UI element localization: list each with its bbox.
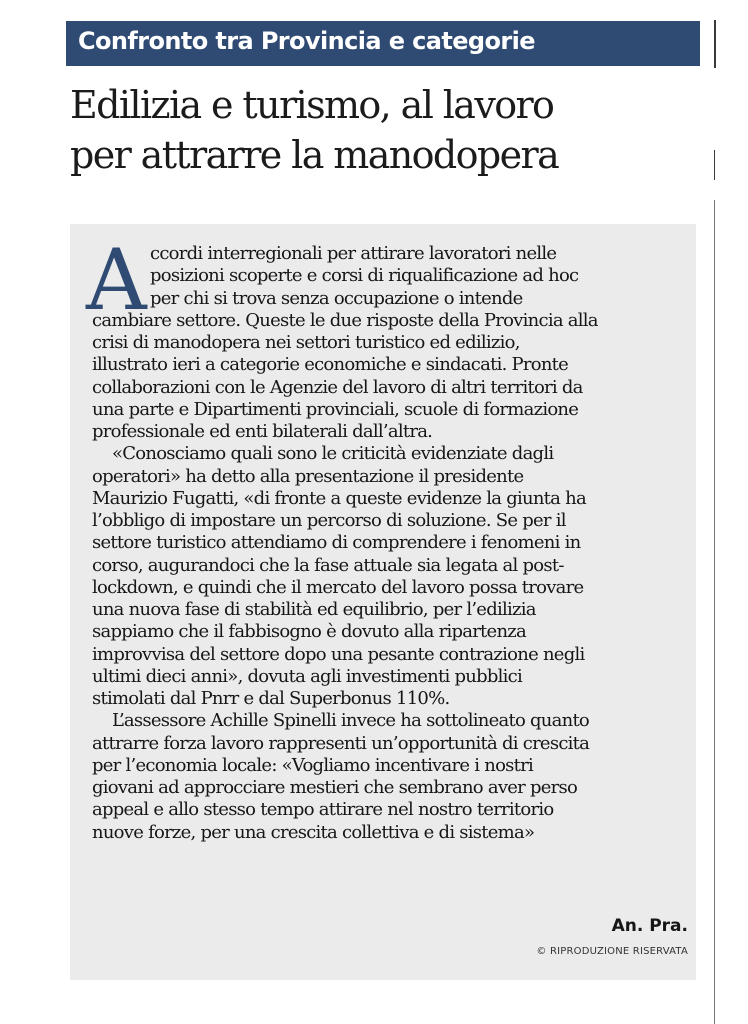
article-line: improvvisa del settore dopo una pesante contrazione negli [92, 643, 585, 665]
article-line: L’assessore Achille Spinelli invece ha sottolineato quanto [112, 710, 590, 732]
article-line: lockdown, e quindi che il mercato del lavoro possa trovare [92, 576, 584, 598]
copyright-notice: © RIPRODUZIONE RISERVATA [536, 946, 688, 957]
headline-line-2: per attrarre la manodopera [70, 133, 559, 177]
article-line: appeal e allo stesso tempo attirare nel nostro territorio [92, 799, 554, 821]
section-kicker: Confronto tra Provincia e categorie [66, 21, 696, 66]
column-rule-top [714, 20, 716, 68]
article-line: per chi si trova senza occupazione o intende [150, 287, 523, 309]
article-line: corso, augurandoci che la fase attuale sia legata al post- [92, 554, 564, 576]
article-line: sappiamo che il fabbisogno è dovuto alla ripartenza [92, 621, 527, 643]
article-line: illustrato ieri a categorie economiche e sindacati. Pronte [92, 354, 569, 376]
headline-line-1: Edilizia e turismo, al lavoro [70, 83, 554, 127]
drop-cap: A [86, 231, 147, 329]
article-line: ccordi interregionali per attirare lavoratori nelle [150, 243, 557, 264]
article-line: collaborazioni con le Agenzie del lavoro di altri territori da [92, 376, 583, 398]
article-line: «Conosciamo quali sono le criticità evidenziate dagli [112, 443, 554, 465]
article-line: una parte e Dipartimenti provinciali, scuole di formazione [92, 398, 579, 420]
article-line: Maurizio Fugatti, «di fronte a queste evidenze la giunta ha [92, 487, 586, 509]
kicker-edge [696, 21, 700, 66]
article-line: nuove forze, per una crescita collettiva e di sistema» [92, 821, 535, 843]
article-line: ultimi dieci anni», dovuta agli investimenti pubblici [92, 665, 522, 687]
article-line: attrarre forza lavoro rappresenti un’opportunità di crescita [92, 732, 590, 754]
article-line: una nuova fase di stabilità ed equilibrio, per l’edilizia [92, 599, 536, 620]
article-line: operatori» ha detto alla presentazione il presidente [92, 465, 524, 487]
column-rule-mid [714, 150, 715, 180]
headline [70, 80, 710, 180]
article-line: professionale ed enti bilaterali dall’altra. [92, 421, 433, 442]
article-line: crisi di manodopera nei settori turistico ed edilizio, [92, 332, 520, 353]
article-line: stimolati dal Pnrr e dal Superbonus 110%. [92, 688, 450, 709]
article-line: giovani ad approcciare mestieri che sembrano aver perso [92, 777, 578, 798]
article-line: per l’economia locale: «Vogliamo incentivare i nostri [92, 754, 533, 776]
article-line: settore turistico attendiamo di comprendere i fenomeni in [92, 532, 581, 554]
column-rule [714, 200, 715, 1024]
article-line: posizioni scoperte e corsi di riqualificazione ad hoc [150, 265, 579, 287]
article-line: cambiare settore. Queste le due risposte della Provincia alla [92, 309, 598, 331]
article-line: l’obbligo di impostare un percorso di soluzione. Se per il [92, 510, 566, 531]
byline: An. Pra. [611, 916, 688, 936]
